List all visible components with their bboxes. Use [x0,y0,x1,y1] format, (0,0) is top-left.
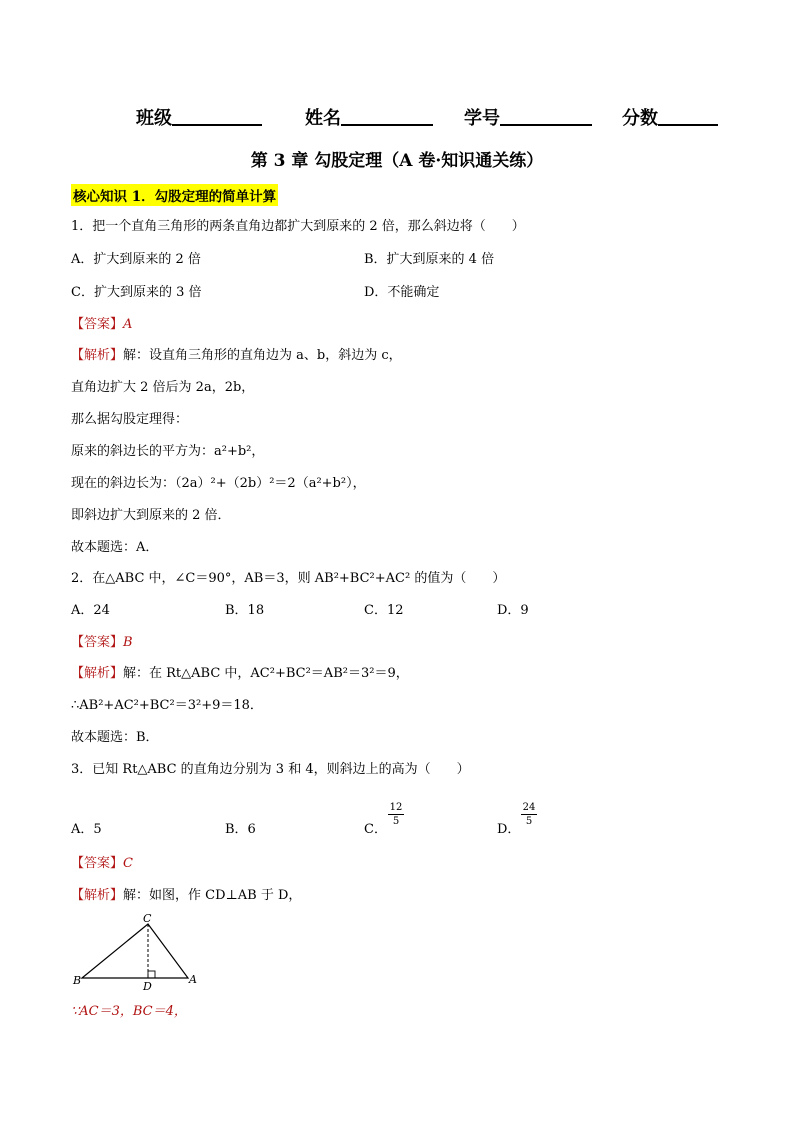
q1-option-a: A．扩大到原来的 2 倍 [71,252,201,267]
q3-analysis-line [71,887,301,905]
q1-analysis-line: 原来的斜边长的平方为：a²+b²， [71,444,265,459]
q1-answer-row [71,316,132,334]
right-angle-marker [148,971,155,978]
vertex-b-label: B [73,974,82,987]
fraction-denominator: 5 [392,816,400,827]
q1-answer: A [123,317,133,332]
analysis-tag: 【解析】 [71,666,124,681]
vertex-a-label: A [189,973,197,986]
q2-analysis-line: 故本题选：B． [71,730,159,745]
answer-tag: 【答案】 [71,856,124,871]
student-id-label: 学号 [464,108,500,129]
q2-analysis-line [71,665,409,683]
question-3-stem: 3．已知 Rt△ABC 的直角边分别为 3 和 4，则斜边上的高为（ ） [71,762,470,777]
class-label: 班级 [136,108,172,129]
q1-analysis-line: 直角边扩大 2 倍后为 2a，2b， [71,380,255,395]
q1-option-b: B．扩大到原来的 4 倍 [364,252,495,267]
score-field [622,104,718,130]
q3-answer: C [123,856,133,871]
answer-tag: 【答案】 [71,317,124,332]
q1-option-c: C．扩大到原来的 3 倍 [71,285,202,300]
q2-option-d: D．9 [497,603,529,618]
q3-option-a: A．5 [71,822,102,837]
q2-option-b: B．18 [225,603,265,618]
point-d-label: D [143,980,152,992]
question-2-stem: 2．在△ABC 中，∠C＝90°，AB＝3，则 AB²+BC²+AC² 的值为（ ） [71,571,506,586]
q1-analysis-text: 解：设直角三角形的直角边为 a、b，斜边为 c， [123,348,402,363]
fraction-numerator: 12 [389,802,403,813]
vertex-c-label: C [143,912,152,925]
class-blank[interactable] [172,106,262,126]
name-label: 姓名 [305,108,341,129]
q3-analysis-line: ∵AC＝3，BC＝4， [71,1004,187,1019]
question-1-stem: 1．把一个直角三角形的两条直角边都扩大到原来的 2 倍，那么斜边将（ ） [71,219,525,234]
class-field [136,104,262,130]
q3-answer-row [71,855,133,873]
q2-option-a: A．24 [71,603,110,618]
q1-analysis-line: 那么据勾股定理得： [71,412,189,427]
q3-option-d-fraction [521,802,537,827]
fraction-denominator: 5 [525,816,533,827]
q1-analysis-line: 即斜边扩大到原来的 2 倍． [71,508,231,523]
q1-analysis-line: 现在的斜边长为：（2a）²+（2b）²＝2（a²+b²）， [71,476,366,491]
q2-answer: B [123,635,133,650]
fraction-numerator: 24 [522,802,536,813]
student-id-blank[interactable] [500,106,592,126]
name-blank[interactable] [341,106,433,126]
answer-tag: 【答案】 [71,635,124,650]
q3-option-d: D． [497,822,521,837]
q1-option-d: D．不能确定 [364,285,440,300]
score-label: 分数 [622,108,658,129]
q2-answer-row [71,634,133,652]
q1-analysis-line [71,347,402,365]
right-triangle-figure [70,912,200,992]
section-heading: 核心知识 1．勾股定理的简单计算 [71,184,278,206]
page-title: 第 3 章 勾股定理（A 卷·知识通关练） [250,151,544,171]
triangle-outline [82,924,188,978]
q3-option-c: C． [364,822,387,837]
q2-option-c: C．12 [364,603,404,618]
q2-analysis-text: 解：在 Rt△ABC 中，AC²+BC²＝AB²＝3²＝9， [123,666,409,681]
q3-option-b: B．6 [225,822,256,837]
analysis-tag: 【解析】 [71,888,124,903]
q2-analysis-line: ∴AB²+AC²+BC²＝3²+9＝18． [71,698,263,713]
score-blank[interactable] [658,106,718,126]
q3-analysis-text: 解：如图，作 CD⊥AB 于 D， [123,888,302,903]
q1-analysis-line: 故本题选：A． [71,540,159,555]
q3-option-c-fraction [388,802,404,827]
name-field [305,104,433,130]
student-id-field [464,104,592,130]
analysis-tag: 【解析】 [71,348,124,363]
